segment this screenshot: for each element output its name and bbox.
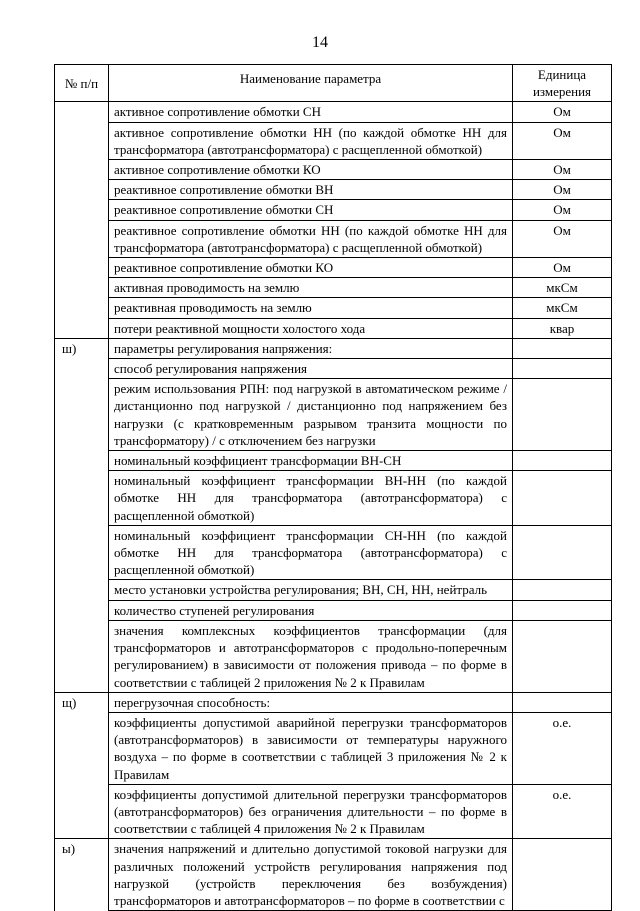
parameter-unit: Ом [513,200,612,220]
row-number [55,318,109,338]
parameter-name: коэффициенты допустимой аварийной перегрузки трансформаторов (автотрансформаторов) в зависимости от температуры наружного воздуха – по форме в соответствии с таблицей 3 приложения № 2 к Правилам [109,712,513,784]
row-number [55,471,109,526]
table-row [55,471,612,526]
row-number [55,180,109,200]
parameter-unit: Ом [513,258,612,278]
parameter-name: активное сопротивление обмотки КО [109,160,513,180]
table-row [55,180,612,200]
table-row [55,359,612,379]
parameter-name: потери реактивной мощности холостого хода [109,318,513,338]
parameters-table [54,64,612,911]
row-number [55,122,109,159]
parameter-name: реактивная проводимость на землю [109,298,513,318]
parameter-unit: мкСм [513,298,612,318]
table-body [55,102,612,911]
row-number [55,525,109,580]
table-row [55,338,612,358]
row-number: ы) [55,839,109,911]
parameter-name: номинальный коэффициент трансформации СН-НН (по каждой обмотке НН для трансформатора (автотрансформатора) с расщепленной обмоткой) [109,525,513,580]
table-row [55,220,612,257]
parameter-unit [513,338,612,358]
header-num: № п/п [55,65,109,102]
row-number [55,298,109,318]
table-row [55,580,612,600]
table-row [55,600,612,620]
parameter-name: режим использования РПН: под нагрузкой в автоматическом режиме / дистанционно под нагрузкой / дистанционно под напряжением без нагрузки (с кратковременным разрывом транзита мощности по трансформатору) / с отключением без нагрузки [109,379,513,451]
table-row [55,122,612,159]
parameter-name: значения комплексных коэффициентов трансформации (для трансформаторов и автотрансформаторов с продольно-поперечным регулированием) в зависимости от положения привода – по форме в соответствии с таблицей 2 приложения № 2 к Правилам [109,620,513,692]
row-number [55,359,109,379]
parameter-name: реактивное сопротивление обмотки НН (по каждой обмотке НН для трансформатора (автотрансформатора) с расщепленной обмоткой) [109,220,513,257]
parameter-name: реактивное сопротивление обмотки ВН [109,180,513,200]
parameter-unit: Ом [513,160,612,180]
table-row [55,278,612,298]
table-row [55,160,612,180]
row-number [55,600,109,620]
parameter-unit [513,620,612,692]
parameter-unit: Ом [513,220,612,257]
parameter-unit: квар [513,318,612,338]
row-number [55,451,109,471]
table-row [55,451,612,471]
row-number [55,784,109,839]
parameter-name: номинальный коэффициент трансформации ВН-СН [109,451,513,471]
parameter-unit [513,451,612,471]
parameter-name: коэффициенты допустимой длительной перегрузки трансформаторов (автотрансформаторов) без ограничения длительности – по форме в соответствии с таблицей 4 приложения № 2 к Правилам [109,784,513,839]
parameter-name: активное сопротивление обмотки СН [109,102,513,122]
table-row [55,712,612,784]
row-number [55,258,109,278]
parameter-name: место установки устройства регулирования; ВН, СН, НН, нейтраль [109,580,513,600]
parameter-unit: Ом [513,102,612,122]
parameter-unit: о.е. [513,712,612,784]
table-row [55,258,612,278]
row-number: щ) [55,692,109,712]
parameter-name: способ регулирования напряжения [109,359,513,379]
header-unit: Единица измерения [513,65,612,102]
parameter-unit: Ом [513,122,612,159]
table-row [55,298,612,318]
parameter-unit [513,525,612,580]
parameter-unit: мкСм [513,278,612,298]
header-name: Наименование параметра [109,65,513,102]
parameter-unit [513,600,612,620]
parameter-name: активная проводимость на землю [109,278,513,298]
table-row [55,379,612,451]
row-number [55,160,109,180]
parameter-name: перегрузочная способность: [109,692,513,712]
table-row [55,525,612,580]
parameter-name: активное сопротивление обмотки НН (по каждой обмотке НН для трансформатора (автотрансформатора) с расщепленной обмоткой) [109,122,513,159]
parameter-unit [513,379,612,451]
table-row [55,692,612,712]
parameter-unit [513,692,612,712]
table-row [55,200,612,220]
row-number [55,200,109,220]
table-row [55,102,612,122]
row-number [55,620,109,692]
row-number [55,712,109,784]
table-row [55,784,612,839]
parameter-name: значения напряжений и длительно допустимой токовой нагрузки для различных положений устройств регулирования напряжения под нагрузкой (устройств переключения без возбуждения) трансформаторов и автотрансформаторов – по форме в соответствии с [109,839,513,911]
row-number [55,379,109,451]
parameter-unit [513,471,612,526]
table-row [55,318,612,338]
page-number: 14 [312,34,328,51]
row-number [55,278,109,298]
table-row [55,839,612,911]
row-number: ш) [55,338,109,358]
parameter-name: реактивное сопротивление обмотки СН [109,200,513,220]
parameter-unit: Ом [513,180,612,200]
parameter-name: номинальный коэффициент трансформации ВН-НН (по каждой обмотке НН для трансформатора (автотрансформатора) с расщепленной обмоткой) [109,471,513,526]
row-number [55,102,109,122]
parameter-unit [513,839,612,911]
parameter-name: количество ступеней регулирования [109,600,513,620]
table-row [55,620,612,692]
parameter-unit [513,359,612,379]
table-header-row [55,65,612,102]
row-number [55,220,109,257]
row-number [55,580,109,600]
parameter-unit: о.е. [513,784,612,839]
parameter-name: реактивное сопротивление обмотки КО [109,258,513,278]
parameter-unit [513,580,612,600]
parameter-name: параметры регулирования напряжения: [109,338,513,358]
